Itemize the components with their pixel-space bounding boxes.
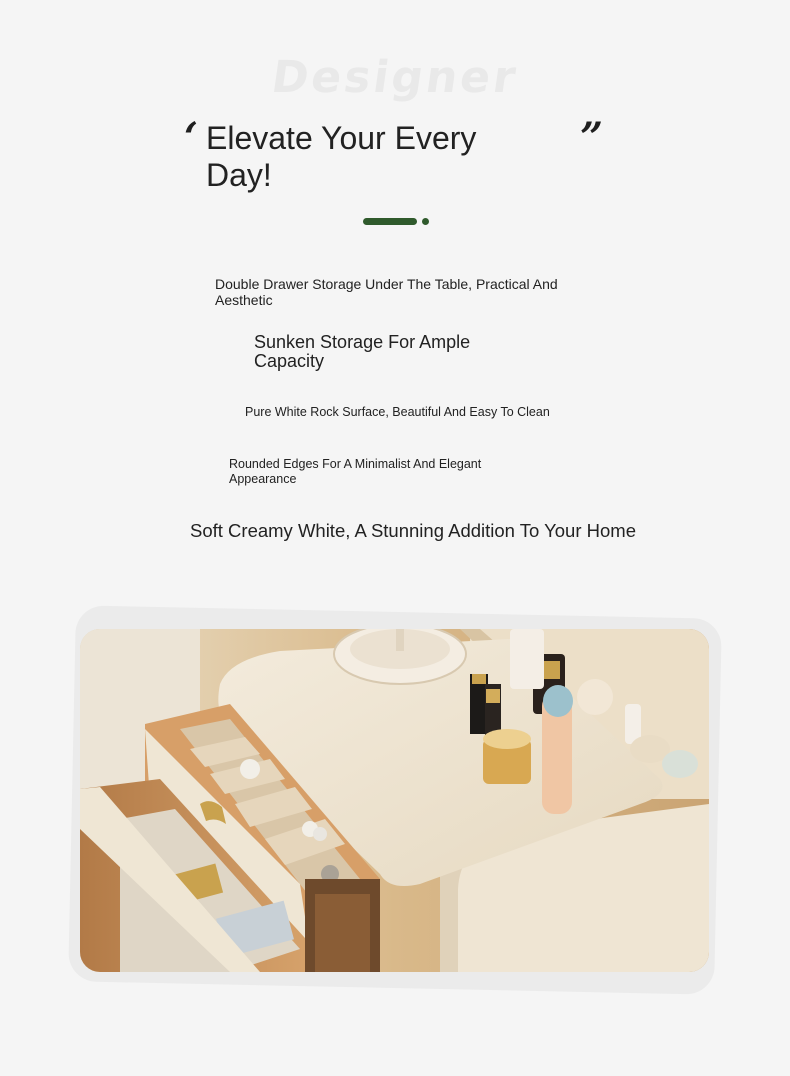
accent-bar: [363, 218, 417, 225]
vanity-drawer-photo: [80, 629, 709, 972]
tagline: Soft Creamy White, A Stunning Addition To Your Home: [190, 520, 636, 541]
feature-sunken-storage: Sunken Storage For Ample Capacity: [254, 332, 471, 371]
feature-rock-surface: Pure White Rock Surface, Beautiful And Easy To Clean: [245, 405, 550, 419]
designer-watermark: Designer: [268, 52, 522, 103]
close-quote-icon: ”: [580, 114, 604, 161]
headline: Elevate Your Every Day!: [206, 120, 477, 193]
accent-dot: [422, 218, 429, 225]
feature-rounded-edges: Rounded Edges For A Minimalist And Elegant Appearance: [229, 457, 482, 486]
open-quote-icon: ‘: [184, 114, 198, 161]
feature-double-drawer: Double Drawer Storage Under The Table, Practical And Aesthetic: [215, 276, 558, 308]
